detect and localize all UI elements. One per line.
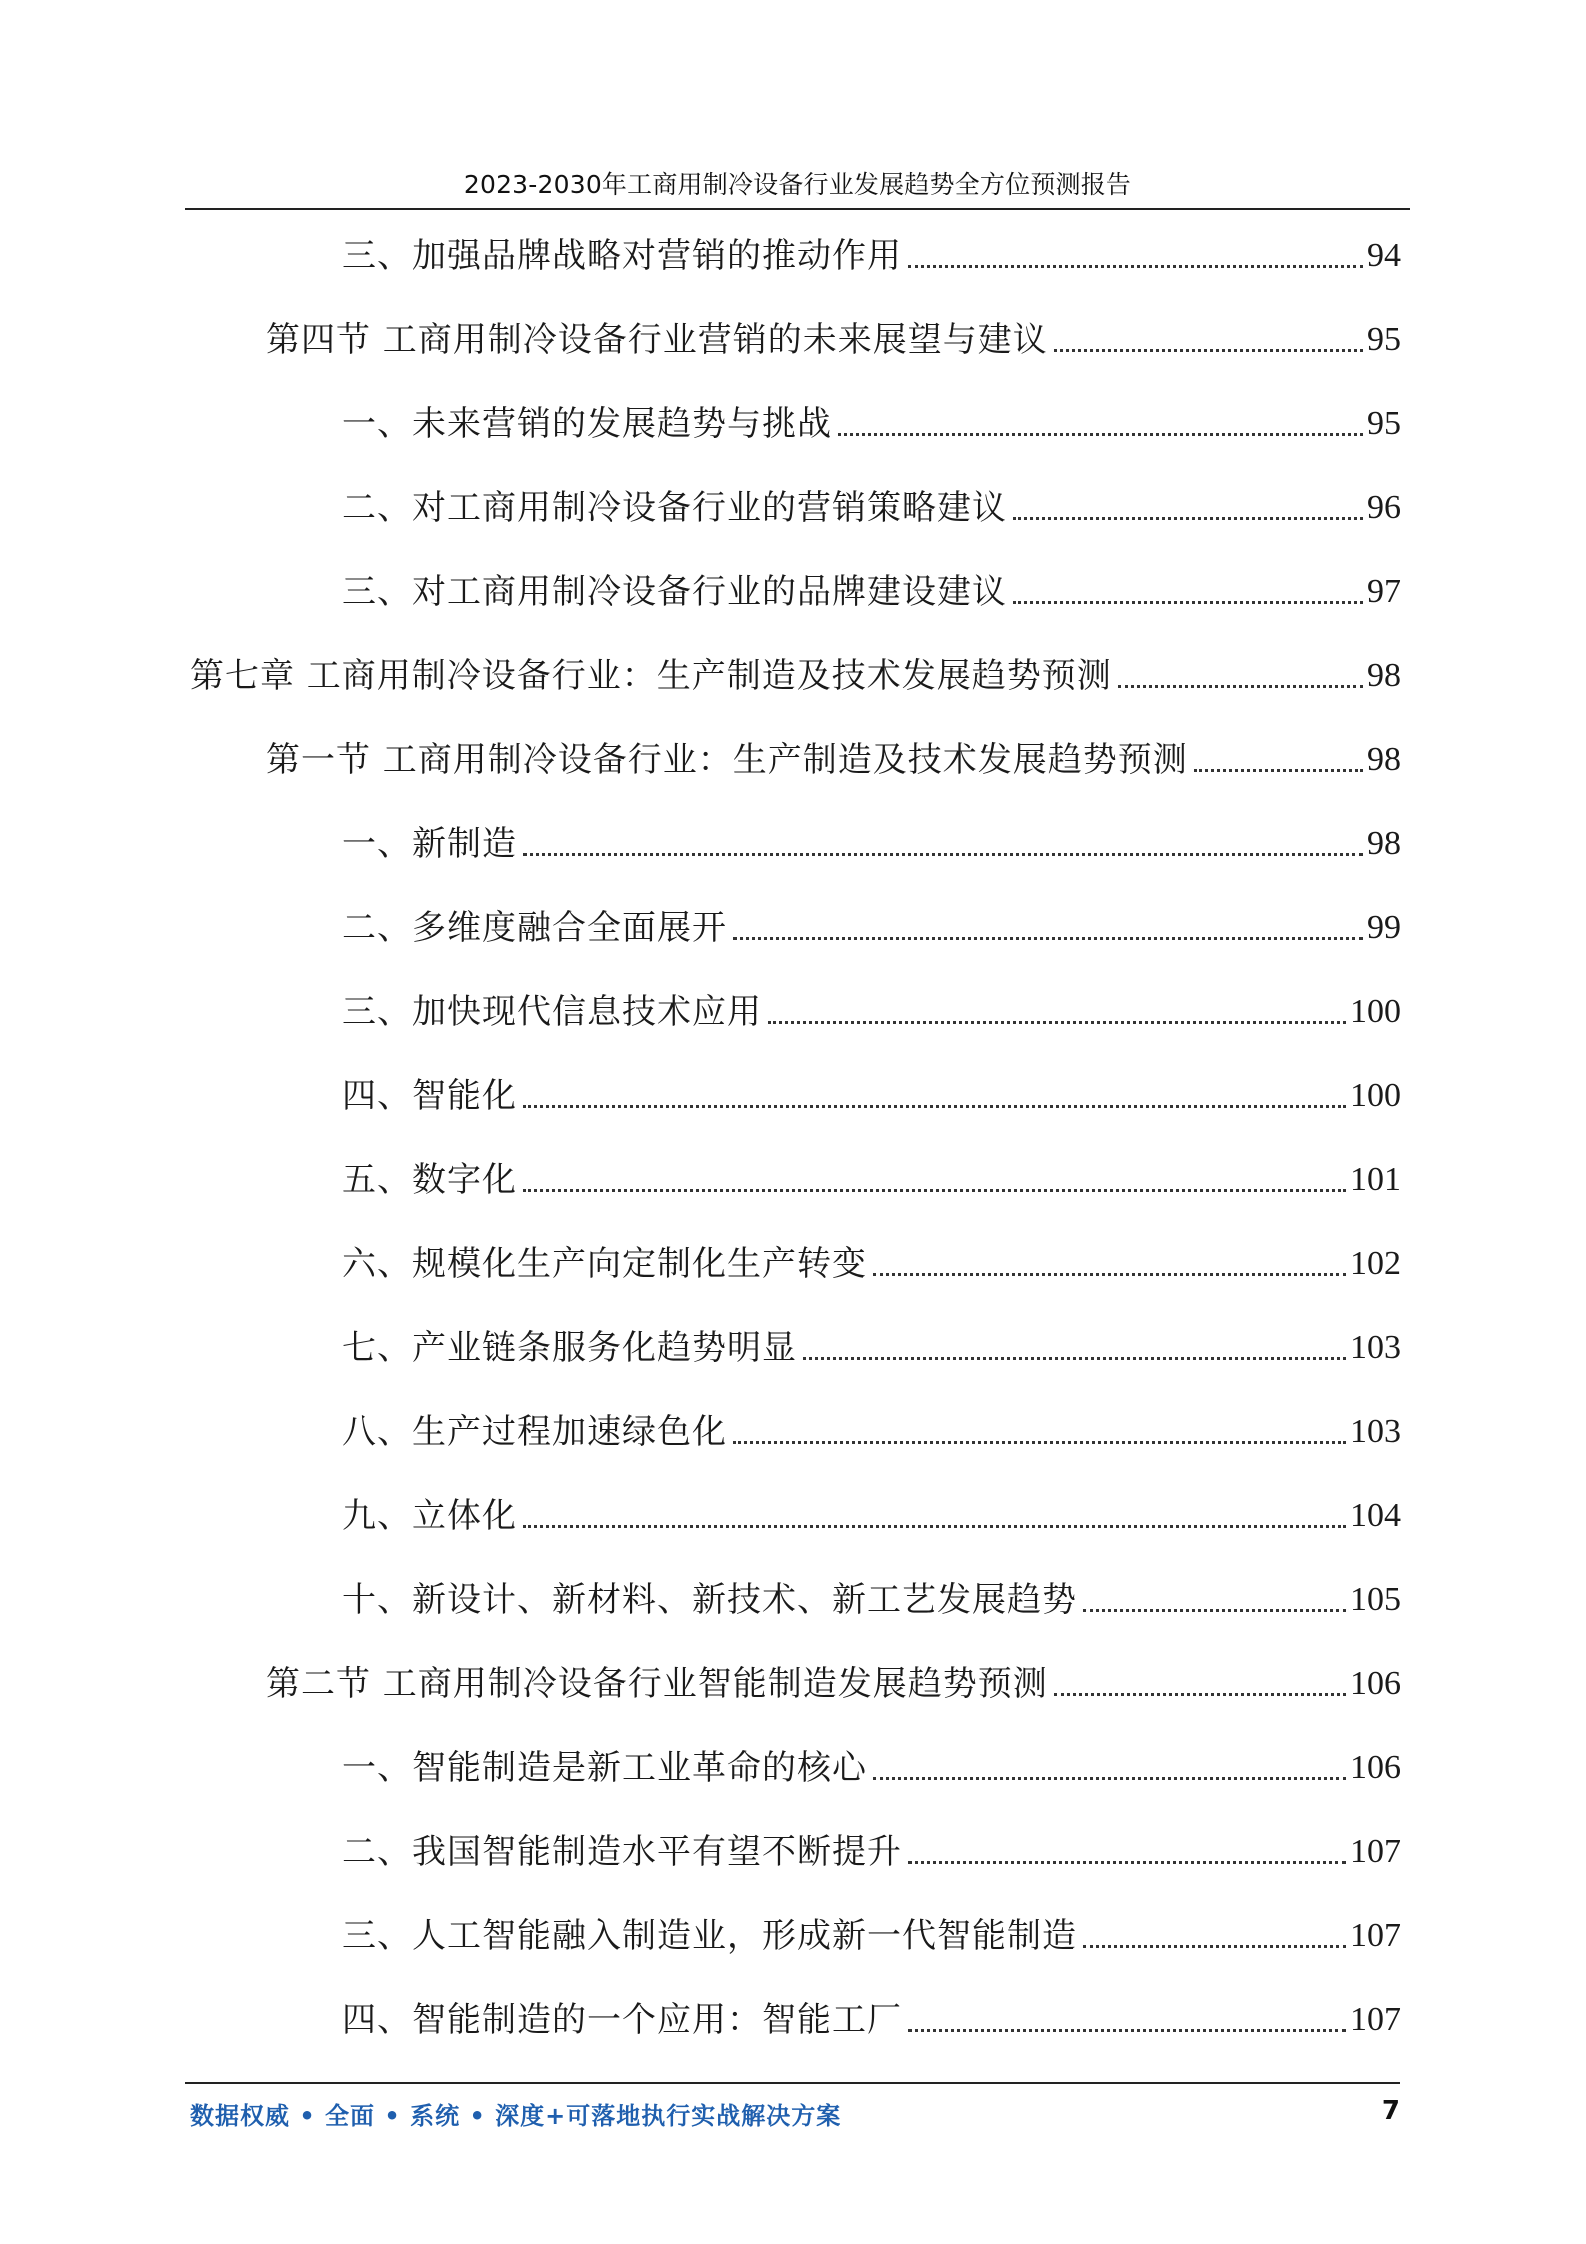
toc-entry[interactable]	[266, 312, 1401, 362]
toc-dot-leader	[768, 1021, 1346, 1024]
toc-entry-label: 四、智能制造的一个应用：智能工厂	[342, 2000, 902, 2040]
toc-entry-label: 六、规模化生产向定制化生产转变	[342, 1244, 867, 1284]
toc-dot-leader	[908, 265, 1363, 268]
footer-divider	[185, 2082, 1400, 2084]
toc-entry[interactable]	[342, 564, 1401, 614]
toc-entry-page: 94	[1367, 237, 1401, 274]
toc-entry[interactable]	[342, 480, 1401, 530]
toc-entry[interactable]	[342, 816, 1401, 866]
toc-dot-leader	[908, 2029, 1346, 2032]
toc-dot-leader	[1054, 349, 1363, 352]
toc-dot-leader	[1013, 517, 1363, 520]
toc-entry-label: 一、未来营销的发展趋势与挑战	[342, 404, 832, 444]
toc-entry[interactable]	[342, 900, 1401, 950]
toc-entry-label: 第一节 工商用制冷设备行业：生产制造及技术发展趋势预测	[266, 740, 1188, 780]
toc-dot-leader	[873, 1777, 1346, 1780]
toc-dot-leader	[1083, 1609, 1346, 1612]
toc-entry-page: 103	[1350, 1413, 1401, 1450]
toc-entry-label: 三、人工智能融入制造业，形成新一代智能制造	[342, 1916, 1077, 1956]
toc-entry-page: 95	[1367, 321, 1401, 358]
toc-entry[interactable]	[342, 396, 1401, 446]
toc-dot-leader	[523, 1525, 1346, 1528]
toc-entry-page: 96	[1367, 489, 1401, 526]
toc-dot-leader	[1118, 685, 1363, 688]
toc-dot-leader	[733, 937, 1363, 940]
toc-entry-page: 106	[1350, 1665, 1401, 1702]
toc-dot-leader	[873, 1273, 1346, 1276]
toc-entry[interactable]	[342, 984, 1401, 1034]
toc-entry[interactable]	[342, 1908, 1401, 1958]
toc-entry[interactable]	[342, 1740, 1401, 1790]
toc-entry[interactable]	[342, 1236, 1401, 1286]
toc-entry[interactable]	[342, 1068, 1401, 1118]
toc-dot-leader	[838, 433, 1363, 436]
toc-entry-label: 第七章 工商用制冷设备行业：生产制造及技术发展趋势预测	[190, 656, 1112, 696]
toc-entry-page: 100	[1350, 993, 1401, 1030]
toc-entry-label: 三、对工商用制冷设备行业的品牌建设建议	[342, 572, 1007, 612]
toc-entry-page: 100	[1350, 1077, 1401, 1114]
footer-slogan: 数据权威 • 全面 • 系统 • 深度+可落地执行实战解决方案	[190, 2102, 842, 2130]
toc-entry-page: 107	[1350, 2001, 1401, 2038]
toc-entry-label: 四、智能化	[342, 1076, 517, 1116]
toc-entry[interactable]	[266, 1656, 1401, 1706]
toc-dot-leader	[1054, 1693, 1346, 1696]
toc-entry[interactable]	[342, 1152, 1401, 1202]
toc-dot-leader	[1194, 769, 1363, 772]
toc-entry[interactable]	[342, 1404, 1401, 1454]
toc-entry[interactable]	[342, 1824, 1401, 1874]
toc-entry-page: 98	[1367, 657, 1401, 694]
toc-dot-leader	[908, 1861, 1346, 1864]
toc-dot-leader	[1083, 1945, 1346, 1948]
toc-entry-label: 三、加强品牌战略对营销的推动作用	[342, 236, 902, 276]
toc-entry-label: 一、新制造	[342, 824, 517, 864]
toc-entry[interactable]	[342, 1488, 1401, 1538]
toc-entry-label: 十、新设计、新材料、新技术、新工艺发展趋势	[342, 1580, 1077, 1620]
toc-entry-page: 102	[1350, 1245, 1401, 1282]
toc-dot-leader	[523, 1105, 1346, 1108]
toc-entry-label: 八、生产过程加速绿色化	[342, 1412, 727, 1452]
toc-entry[interactable]	[342, 1572, 1401, 1622]
toc-dot-leader	[523, 1189, 1346, 1192]
toc-dot-leader	[1013, 601, 1363, 604]
toc-entry-page: 99	[1367, 909, 1401, 946]
toc-dot-leader	[733, 1441, 1346, 1444]
toc-entry-label: 二、多维度融合全面展开	[342, 908, 727, 948]
toc-entry-page: 105	[1350, 1581, 1401, 1618]
toc-entry-label: 第四节 工商用制冷设备行业营销的未来展望与建议	[266, 320, 1048, 360]
toc-entry-label: 三、加快现代信息技术应用	[342, 992, 762, 1032]
page-header-title: 2023-2030年工商用制冷设备行业发展趋势全方位预测报告	[463, 170, 1132, 199]
toc-entry-page: 106	[1350, 1749, 1401, 1786]
toc-entry[interactable]	[342, 1992, 1401, 2042]
toc-entry-page: 107	[1350, 1917, 1401, 1954]
toc-entry-page: 98	[1367, 825, 1401, 862]
toc-entry-page: 101	[1350, 1161, 1401, 1198]
toc-entry[interactable]	[342, 228, 1401, 278]
toc-dot-leader	[523, 853, 1363, 856]
header-divider	[185, 208, 1410, 210]
footer-page-number: 7	[1381, 2096, 1400, 2126]
toc-entry-page: 107	[1350, 1833, 1401, 1870]
toc-entry-label: 一、智能制造是新工业革命的核心	[342, 1748, 867, 1788]
toc-entry[interactable]	[342, 1320, 1401, 1370]
toc-entry-page: 98	[1367, 741, 1401, 778]
toc-entry-label: 七、产业链条服务化趋势明显	[342, 1328, 797, 1368]
toc-entry-page: 103	[1350, 1329, 1401, 1366]
toc-entry[interactable]	[266, 732, 1401, 782]
toc-dot-leader	[803, 1357, 1346, 1360]
toc-entry-page: 104	[1350, 1497, 1401, 1534]
toc-entry-label: 五、数字化	[342, 1160, 517, 1200]
toc-entry-label: 二、我国智能制造水平有望不断提升	[342, 1832, 902, 1872]
toc-entry-page: 95	[1367, 405, 1401, 442]
toc-entry-label: 第二节 工商用制冷设备行业智能制造发展趋势预测	[266, 1664, 1048, 1704]
toc-entry-page: 97	[1367, 573, 1401, 610]
toc-entry-label: 九、立体化	[342, 1496, 517, 1536]
toc-entry[interactable]	[190, 648, 1401, 698]
toc-entry-label: 二、对工商用制冷设备行业的营销策略建议	[342, 488, 1007, 528]
